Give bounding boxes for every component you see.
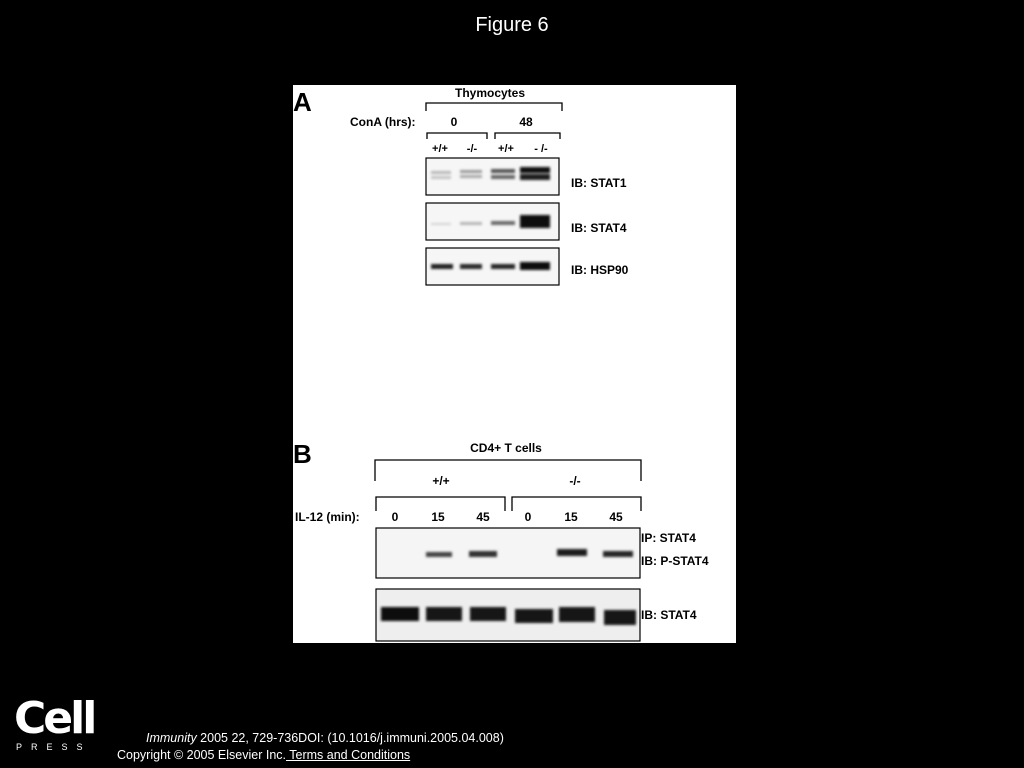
panel-b-timepoint: 15 <box>431 510 445 524</box>
panel-b-timepoint: 0 <box>391 510 399 524</box>
panel-b-header: CD4+ T cells <box>470 441 542 455</box>
blot-label-stat1: IB: STAT1 <box>571 176 627 190</box>
panel-a-genotype: - /- <box>534 143 548 155</box>
panel-b-timepoint: 45 <box>609 510 623 524</box>
panel-b-bracket-ko <box>512 497 641 511</box>
panel-a-genotype: +/+ <box>498 143 514 155</box>
panel-b-bracket-wt <box>376 497 505 511</box>
copyright-line <box>117 748 410 762</box>
panel-a-header-bracket <box>426 103 562 111</box>
panel-b-genotype: -/- <box>569 474 581 488</box>
panel-a-header: Thymocytes <box>454 86 526 100</box>
panel-a-bracket-0h <box>427 133 487 139</box>
logo-word: Cell <box>14 693 95 744</box>
panel-a-genotype: +/+ <box>432 143 448 155</box>
panel-a-letter: A <box>293 87 312 117</box>
panel-b-header-bracket <box>375 460 641 481</box>
panel-b-timepoint: 45 <box>476 510 490 524</box>
panel-b-genotype: +/+ <box>432 474 450 488</box>
stat1-blot <box>426 158 559 195</box>
panel-b-condition-label: IL-12 (min): <box>295 510 360 524</box>
citation-details: 2005 22, 729-736DOI: (10.1016/j.immuni.2005.04.008) <box>196 731 504 745</box>
copyright-text: Copyright © 2005 Elsevier Inc. <box>117 748 287 762</box>
panel-a-timepoint: 0 <box>450 115 458 129</box>
hsp90-blot <box>426 248 559 285</box>
figure-title: Figure 6 <box>475 14 549 36</box>
figure-panel <box>293 85 736 643</box>
journal-name: Immunity <box>146 731 197 745</box>
stat4-blot-b <box>376 589 640 641</box>
panel-a-condition-label: ConA (hrs): <box>350 115 416 129</box>
panel-a-timepoint: 48 <box>519 115 533 129</box>
stat4-blot-a <box>426 203 559 240</box>
blot-label-ip-stat4: IP: STAT4 <box>641 531 696 545</box>
blot-label-stat4-a: IB: STAT4 <box>571 221 627 235</box>
cell-press-logo <box>14 693 95 752</box>
panel-b-timepoint: 15 <box>564 510 578 524</box>
p-stat4-blot <box>376 528 640 578</box>
blot-label-ib-p-stat4: IB: P-STAT4 <box>641 554 709 568</box>
panel-b-letter: B <box>293 439 312 469</box>
logo-press: PRESS <box>16 742 92 752</box>
terms-link[interactable]: Terms and Conditions <box>286 748 411 762</box>
blot-label-hsp90: IB: HSP90 <box>571 263 629 277</box>
panel-b-timepoint: 0 <box>524 510 532 524</box>
panel-a-genotype: -/- <box>466 143 478 155</box>
western-blot-figure <box>293 85 736 643</box>
citation <box>146 731 504 745</box>
panel-a-bracket-48h <box>495 133 560 139</box>
blot-label-ib-stat4: IB: STAT4 <box>641 608 697 622</box>
